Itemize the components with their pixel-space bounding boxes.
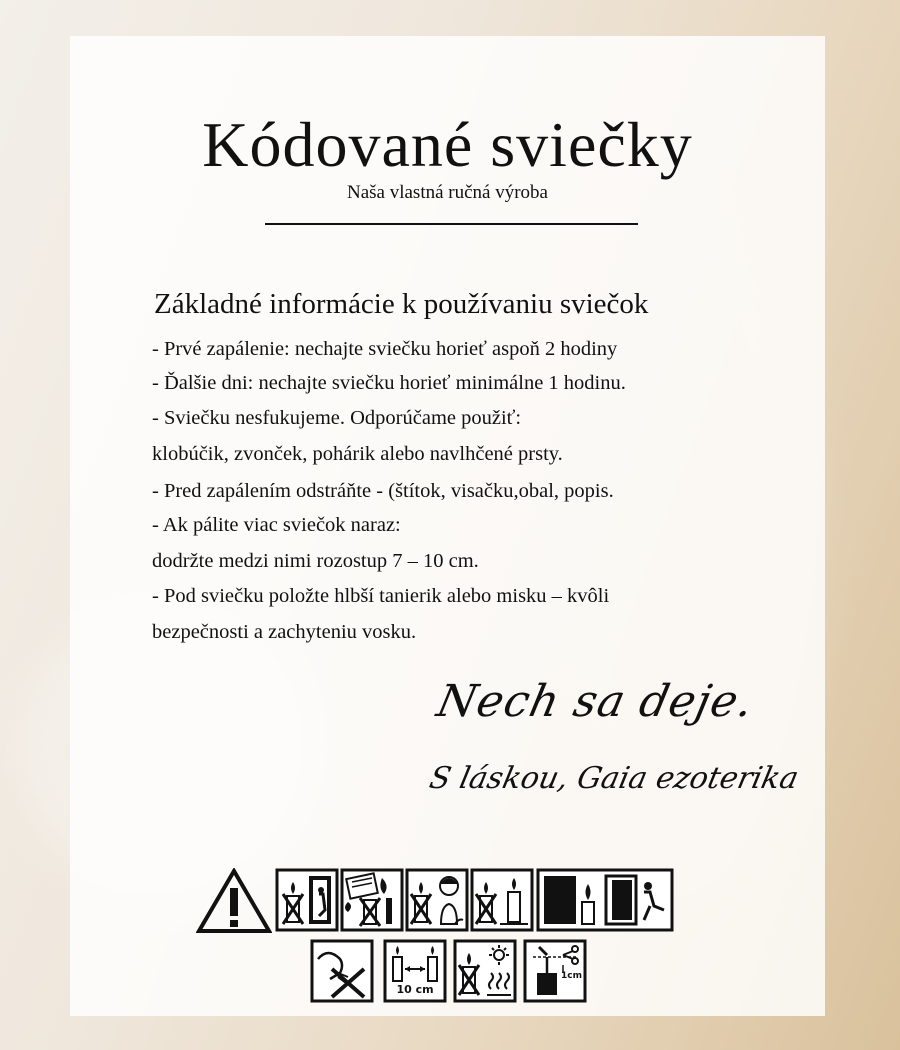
- warning-triangle-icon: [196, 868, 272, 934]
- keep-from-children-pets-icon: [405, 868, 469, 932]
- info-line: - Prvé zapálenie: nechajte sviečku horieť aspoň 2 hodiny: [152, 338, 618, 360]
- distance-label: 10 cm: [396, 983, 434, 996]
- info-card: [70, 36, 825, 1016]
- trim-wick-icon: [523, 939, 587, 1003]
- info-line: dodržte medzi nimi rozostup 7 – 10 cm.: [152, 550, 479, 572]
- no-drafts-icon: [536, 868, 674, 932]
- wick-length-label: 1cm: [561, 971, 582, 981]
- no-candle-near-candle-icon: [470, 868, 534, 932]
- info-line: - Ak pálite viac sviečok naraz:: [152, 514, 401, 536]
- info-line: klobúčik, zvonček, pohárik alebo navlhčené prsty.: [152, 443, 563, 465]
- divider: [265, 223, 638, 225]
- info-line: - Ďalšie dni: nechajte sviečku horieť minimálne 1 hodinu.: [152, 372, 626, 394]
- info-line: - Sviečku nesfukujeme. Odporúčame použiť:: [152, 407, 522, 429]
- candle-distance-icon: [383, 939, 447, 1003]
- signature-name: S láskou, Gaia ezoterika: [426, 761, 802, 796]
- no-unattended-candle-icon: [275, 868, 339, 932]
- signature-motto: Nech sa deje.: [432, 676, 759, 727]
- no-flammable-objects-icon: [340, 868, 404, 932]
- no-blowing-icon: [310, 939, 374, 1003]
- no-heat-source-icon: [453, 939, 517, 1003]
- page-subtitle: Naša vlastná ručná výroba: [346, 182, 548, 203]
- page-title: Kódované sviečky: [202, 109, 693, 180]
- info-line: - Pod sviečku položte hlbší tanierik alebo misku – kvôli: [152, 585, 610, 607]
- info-line: bezpečnosti a zachyteniu vosku.: [152, 621, 417, 643]
- info-line: - Pred zapálením odstráňte - (štítok, visačku,obal, popis.: [152, 480, 614, 502]
- section-heading: Základné informácie k používaniu sviečok: [154, 288, 649, 320]
